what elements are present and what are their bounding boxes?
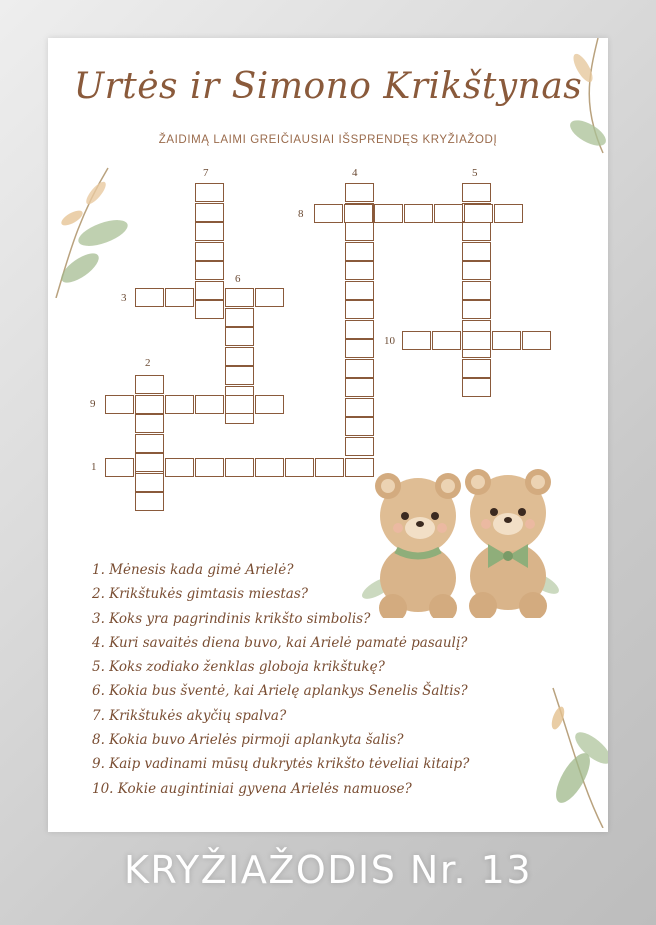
crossword-cell[interactable] — [494, 204, 523, 223]
clue-number-4: 4 — [352, 167, 358, 179]
clue-item: 1. Mėnesis kada gimė Arielė? — [92, 562, 294, 578]
clue-number-6: 6 — [235, 273, 241, 285]
crossword-cell[interactable] — [225, 395, 254, 414]
clue-number-2: 2 — [145, 357, 151, 369]
clue-item: 10. Kokie augintiniai gyvena Arielės namuose? — [92, 780, 412, 797]
crossword-cell[interactable] — [105, 458, 134, 477]
clue-item: 6. Kokia bus šventė, kai Arielę aplankys Senelis Šaltis? — [92, 683, 468, 700]
crossword-cell[interactable] — [462, 281, 491, 300]
crossword-cell[interactable] — [165, 458, 194, 477]
clue-number-1: 1 — [91, 461, 97, 473]
crossword-cell[interactable] — [345, 437, 374, 456]
crossword-cell[interactable] — [195, 261, 224, 280]
clue-number-5: 5 — [472, 167, 478, 179]
clue-number-9: 9 — [90, 398, 96, 410]
crossword-cell[interactable] — [135, 453, 164, 472]
crossword-cell[interactable] — [462, 378, 491, 397]
crossword-cell[interactable] — [225, 366, 254, 385]
crossword-cell[interactable] — [195, 458, 224, 477]
crossword-cell[interactable] — [345, 378, 374, 397]
crossword-cell[interactable] — [432, 331, 461, 350]
crossword-cell[interactable] — [345, 417, 374, 436]
crossword-cell[interactable] — [135, 434, 164, 453]
clue-item: 8. Kokia buvo Arielės pirmoji aplankyta šalis? — [92, 732, 404, 749]
crossword-cell[interactable] — [255, 458, 284, 477]
crossword-cell[interactable] — [105, 395, 134, 414]
crossword-cell[interactable] — [374, 204, 403, 223]
crossword-cell[interactable] — [492, 331, 521, 350]
crossword-cell[interactable] — [135, 414, 164, 433]
crossword-cell[interactable] — [345, 261, 374, 280]
crossword-cell[interactable] — [225, 327, 254, 346]
crossword-cell[interactable] — [345, 339, 374, 358]
crossword-cell[interactable] — [462, 242, 491, 261]
clue-list — [92, 558, 469, 801]
footer-title: KRYŽIAŽODIS Nr. 13 — [123, 848, 533, 892]
crossword-cell[interactable] — [135, 375, 164, 394]
crossword-cell[interactable] — [345, 222, 374, 241]
clue-item: 5. Koks zodiako ženklas globoja krikštukę? — [92, 659, 385, 676]
crossword-cell[interactable] — [315, 458, 344, 477]
crossword-cell[interactable] — [195, 242, 224, 261]
crossword-cell[interactable] — [195, 222, 224, 241]
clue-item: 3. Koks yra pagrindinis krikšto simbolis? — [92, 610, 371, 627]
crossword-cell[interactable] — [345, 320, 374, 339]
clue-number-8: 8 — [298, 208, 304, 220]
crossword-cell[interactable] — [225, 288, 254, 307]
crossword-cell[interactable] — [285, 458, 314, 477]
crossword-cell[interactable] — [225, 347, 254, 366]
clue-number-7: 7 — [203, 167, 209, 179]
subtitle: ŽAIDIMĄ LAIMI GREIČIAUSIAI IŠSPRENDĘS KRYŽIAŽODĮ — [158, 134, 498, 146]
clue-item: 7. Krikštukės akyčių spalva? — [92, 707, 287, 724]
clue-number-10: 10 — [384, 335, 395, 347]
crossword-cell[interactable] — [462, 183, 491, 202]
crossword-cell[interactable] — [195, 203, 224, 222]
crossword-cell[interactable] — [345, 398, 374, 417]
crossword-cell[interactable] — [195, 183, 224, 202]
page-title: Urtės ir Simono Krikštynas — [73, 66, 583, 107]
crossword-cell[interactable] — [462, 300, 491, 319]
crossword-cell[interactable] — [314, 204, 343, 223]
clue-item: 2. Krikštukės gimtasis miestas? — [92, 586, 309, 603]
leaf-branch-icon — [513, 678, 608, 828]
crossword-cell[interactable] — [344, 204, 373, 223]
crossword-cell[interactable] — [434, 204, 463, 223]
crossword-cell[interactable] — [462, 331, 491, 350]
crossword-cell[interactable] — [345, 300, 374, 319]
clue-item: 4. Kuri savaitės diena buvo, kai Arielė pamatė pasaulį? — [92, 634, 468, 651]
crossword-cell[interactable] — [345, 458, 374, 477]
crossword-cell[interactable] — [225, 458, 254, 477]
crossword-cell[interactable] — [165, 395, 194, 414]
crossword-cell[interactable] — [135, 473, 164, 492]
crossword-cell[interactable] — [345, 183, 374, 202]
crossword-cell[interactable] — [225, 308, 254, 327]
crossword-cell[interactable] — [255, 288, 284, 307]
crossword-cell[interactable] — [255, 395, 284, 414]
crossword-cell[interactable] — [135, 395, 164, 414]
crossword-cell[interactable] — [404, 204, 433, 223]
crossword-cell[interactable] — [195, 300, 224, 319]
crossword-cell[interactable] — [345, 242, 374, 261]
crossword-cell[interactable] — [462, 261, 491, 280]
crossword-cell[interactable] — [135, 288, 164, 307]
clue-item: 9. Kaip vadinami mūsų dukrytės krikšto tėveliai kitaip? — [92, 756, 470, 773]
crossword-cell[interactable] — [462, 222, 491, 241]
crossword-cell[interactable] — [165, 288, 194, 307]
crossword-cell[interactable] — [135, 492, 164, 511]
crossword-cell[interactable] — [345, 281, 374, 300]
crossword-cell[interactable] — [402, 331, 431, 350]
crossword-cell[interactable] — [462, 359, 491, 378]
crossword-sheet — [48, 38, 608, 832]
crossword-cell[interactable] — [195, 281, 224, 300]
crossword-cell[interactable] — [195, 395, 224, 414]
leaf-branch-icon — [48, 148, 138, 298]
crossword-cell[interactable] — [345, 359, 374, 378]
clue-number-3: 3 — [121, 292, 127, 304]
crossword-cell[interactable] — [522, 331, 551, 350]
crossword-cell[interactable] — [464, 204, 493, 223]
